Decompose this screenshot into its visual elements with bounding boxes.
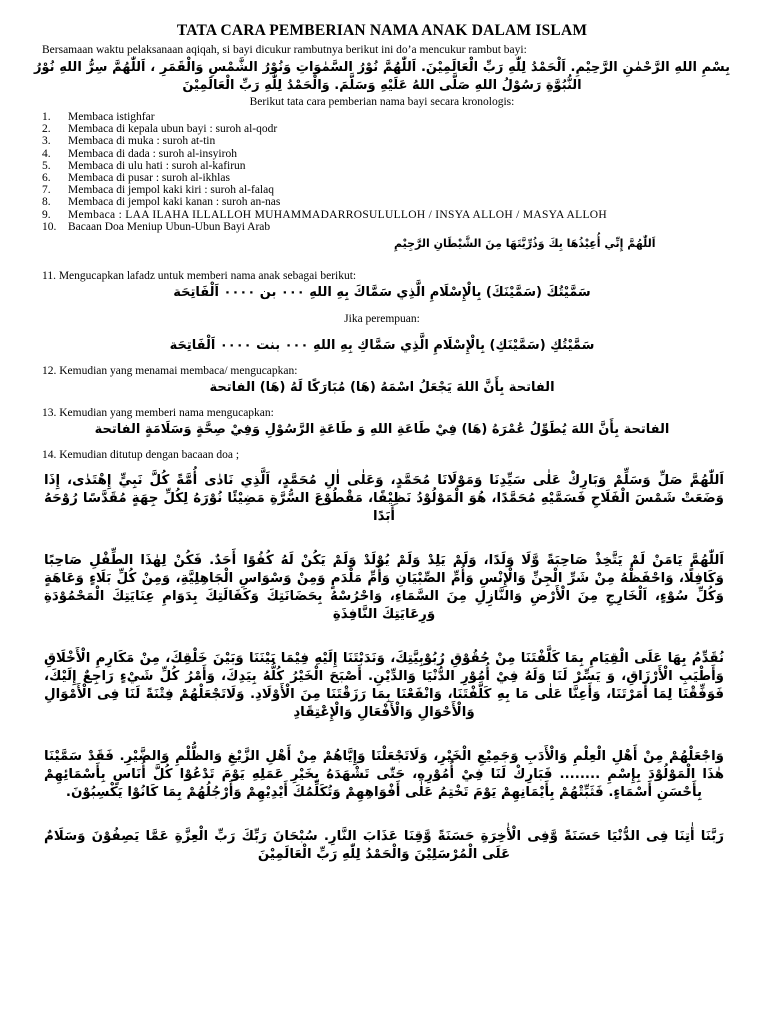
- step-number: 5.: [42, 159, 51, 172]
- shaving-prayer-arabic: بِسْمِ اللهِ الرَّحْمٰنِ الرَّحِيْمِ. اَلْحَمْدُ لِلّٰهِ رَبِّ الْعَالَمِيْنَ. اَللّٰهُمَّ نُوْرُ السَّمٰوَاتِ وَنُوْرُ الشَّمْسِ وَالْقَمَرِ ، اَللّٰهُمَّ سِرُّ اللهِ نُوْرُ النُّبُوَّةِ رَسُوْلُ اللهِ صَلَّى اللهُ عَلَيْهِ وَسَلَّمَ. وَالْحَمْدُ لِلّٰهِ رَبِّ الْعَالَمِيْنَ: [34, 60, 730, 93]
- step-number: 1.: [42, 111, 51, 123]
- doa-paragraph-2: اَللّٰهُمَّ يَامَنْ لَمْ يَتَّخِذْ صَاحِبَةً وَّلَا وَلَدًا، وَلَمْ يَلِدْ وَلَمْ يُوْلَدْ وَلَمْ يَكُنْ لَهُ كُفُوًا أَحَدٌ. فَكُنْ لِهٰذَا الطِّفْلِ صَاحِبًا وَكَافِلًا، وَاحْفَظْهُ مِنْ شَرِّ الْجِنِّ وَالْإِنْسِ وَأُمِّ الصِّبْيَانِ وَأُمِّ مَلْدَمٍ وَمِنْ وَسْوَاسِ الْجَاهِلِيَّةِ، وَمِنْ كُلِّ بَلَاءٍ وَعَاهَةٍ وَكُلِّ سُوْءٍ، اَلْخَارِجِ مِنَ الْأَرْضِ وَالنَّازِلِ مِنَ السَّمَاءِ، وَاحْرُسْهُ بِحَضَانَتِكَ وَكَفَالَتِكَ بِدَوَامِ عِنَايَتِكَ الْمَحْمُوْدَةِ وَرِعَايَتِكَ النَّافِذَةِ: [44, 553, 724, 623]
- step11-arabic: سَمَّيْتُكَ (سَمَّيْنَكَ) بِالْإِسْلَامِ الَّذِي سَمَّاكَ بِهِ اللهِ ٠٠٠ بن ٠٠٠٠ اَلْفَاتِحَة: [173, 285, 591, 301]
- step-text: Membaca di dada : suroh al-insyiroh: [68, 147, 237, 160]
- list-item: [34, 196, 730, 208]
- list-item: [34, 135, 730, 147]
- list-item: [34, 221, 730, 233]
- step-text: Membaca di kepala ubun bayi : suroh al-qodr: [68, 123, 278, 136]
- step-text: Membaca : LAA ILAHA ILLALLOH MUHAMMADARROSULULLOH / INSYA ALLOH / MASYA ALLOH: [68, 208, 607, 221]
- step11-label: 11. Mengucapkan lafadz untuk memberi nama anak sebagai berikut:: [42, 270, 357, 283]
- step12-arabic: الفاتحة بِأَنَّ اللهَ يَجْعَلُ اسْمَهُ (هَا) مُبَارَكًا لَهُ (هَا) الفاتحة: [209, 380, 555, 396]
- doa-paragraph-3: نُقَدِّمُ بِهَا عَلَى الْقِيَامِ بِمَا كَلَّفْتَنَا مِنْ حُقُوْقِ رُبُوْبِيَّتِكَ، وَنَدَبْتَنَا إِلَيْهِ فِيْمَا بَيْنَنَا وَبَيْنَ خَلْقِكَ، مِنْ مَكَارِمِ الْأَخْلَاقِ وَأَطْيَبِ الْأَرْزَاقِ، وَ يَسِّرْ لَنَا وَلَهُ فِيْ أُمُوْرِ الدُّنْيَا وَالدِّيْنِ. أَصْبَحَ الْخَيْرُ كُلُّهُ بِيَدِكَ، وَأَمْرُ كُلِّ شَيْءٍ رَاجِعٌ إِلَيْكَ، فَوَفِّقْنَا لِمَا أَمَرْتَنَا، وَأَعِنَّا عَلٰى مَا بِهِ كَلَّفْتَنَا، وَانْفَعْنَا بِمَا رَزَقْتَنَا مِنَ الْأَوْلَادِ. وَلَاتَجْعَلْهُمْ فِتْنَةً لَنَا فِى الْأَمْوَالِ وَالْأَحْوَالِ وَالْأَفْعَالِ وَالْإِعْتِقَادِ: [44, 651, 724, 721]
- list-item: [34, 160, 730, 172]
- doa-paragraph-4: وَاجْعَلْهُمْ مِنْ أَهْلِ الْعِلْمِ وَالْأَدَبِ وَجَمِيْعِ الْخَيْرِ، وَلَاتَجْعَلْنَا وَإِيَّاهُمْ مِنْ أَهْلِ الزَّيْغِ وَالظُّلْمِ وَالضَّيْرِ. فَقَدْ سَمَّيْنَا هٰذَا الْمَوْلُوْدَ بِإِسْمِ ........ فَبَارِكْ لَنَا فِيْ أُمُوْرِهِ، حَتّٰى تَشْهَدَهُ بِخَيْرِ عَمَلِهِ يَوْمَ تَدْعُوْا كُلَّ أُنَاسٍ بِأَسْمَائِهِمْ بِأَحْسَنِ أَسْمَاءٍ. فَثَبِّتْهُمْ بِأَيْمَانِهِمْ يَوْمَ تَخْتِمُ عَلٰى أَفْوَاهِهِمْ وَتُكَلِّمُكَ أَيْدِيْهِمْ وَأَرْجُلُهُمْ بِمَا كَانُوْا يَكْسِبُوْنَ.: [44, 749, 724, 801]
- list-item: [34, 172, 730, 184]
- step-number: 2.: [42, 123, 51, 136]
- step-text: Membaca di jempol kaki kiri : suroh al-falaq: [68, 184, 274, 197]
- step13-label: 13. Kemudian yang memberi nama mengucapkan:: [42, 407, 274, 420]
- list-item: [34, 184, 730, 196]
- step12-label: 12. Kemudian yang menamai membaca/ mengucapkan:: [42, 365, 298, 378]
- step-number: 6.: [42, 172, 51, 185]
- chrono-heading: Berikut tata cara pemberian nama bayi secara kronologis:: [249, 96, 515, 108]
- list-item: [34, 123, 730, 135]
- step-number: 3.: [42, 135, 51, 148]
- steps-list: [34, 111, 730, 233]
- doa-paragraph-5: رَبَّنَا أٰتِنَا فِى الدُّنْيَا حَسَنَةً وَّفِى الْأٰخِرَةِ حَسَنَةً وَّقِنَا عَذَابَ النَّارِ. سُبْحَانَ رَبِّكَ رَبِّ الْعِزَّةِ عَمَّا يَصِفُوْنَ وَسَلَامٌ عَلَى الْمُرْسَلِيْنَ وَالْحَمْدُ لِلّٰهِ رَبِّ الْعَالَمِيْنَ: [44, 829, 724, 863]
- list-item: [34, 111, 730, 123]
- female-arabic: سَمَّيْتُكِ (سَمَّيْنَكِ) بِالْإِسْلَامِ الَّذِي سَمَّاكِ بِهِ اللهِ ٠٠٠ بنت ٠٠٠٠ اَلْفَاتِحَة: [169, 338, 595, 354]
- list-item: [34, 209, 730, 221]
- step-text: Membaca di jempol kaki kanan : suroh an-nas: [68, 196, 281, 209]
- female-label: Jika perempuan:: [344, 313, 420, 326]
- step-number: 9.: [42, 208, 51, 221]
- step-number: 4.: [42, 147, 51, 160]
- step-number: 8.: [42, 196, 51, 209]
- doa-paragraph-1: اَللّٰهُمَّ صَلِّ وَسَلِّمْ وَبَارِكْ عَلٰى سَيِّدِنَا وَمَوْلَانَا مُحَمَّدٍ، وَعَلٰى اٰلِ مُحَمَّدٍ، اَلَّذِي نَادٰى أُمَّةً كُلَّ نَبِيٍّ إِهْتَدٰى، إِذَا وَضَعَتْ شَمْسَ الْفَلَاحِ فَسَمَّيْهِ مُحَمَّدًا، هُوَ الْمَوْلُوْدُ نَظِيْفًا، مَقْطُوْعَ السُّرَّةِ مَضِيْئًا نُوْرَهُ لِكُلِّ جِهَةٍ مُقَدَّسًا رُوْحَهُ أَبَدًا: [44, 473, 724, 525]
- step13-arabic: الفاتحة بِأَنَّ اللهَ يُطَوِّلُ عُمْرَهُ (هَا) فِيْ طَاعَةِ اللهِ وَ طَاعَةِ الرَّسُوْلِ وَفِيْ صِحَّةٍ وَسَلَامَةٍ الفاتحة: [94, 422, 670, 438]
- document-title: TATA CARA PEMBERIAN NAMA ANAK DALAM ISLAM: [176, 22, 588, 39]
- step-number: 10.: [42, 220, 57, 233]
- step-text: Bacaan Doa Meniup Ubun-Ubun Bayi Arab: [68, 220, 271, 233]
- list-item: [34, 148, 730, 160]
- step-number: 7.: [42, 184, 51, 197]
- intro-text: Bersamaan waktu pelaksanaan aqiqah, si bayi dicukur rambutnya berikut ini do’a mencukur rambut bayi:: [42, 44, 527, 56]
- step-text: Membaca istighfar: [68, 111, 155, 123]
- step-text: Membaca di pusar : suroh al-ikhlas: [68, 172, 230, 185]
- step10-arabic: اَللّٰهُمَّ إِنِّي أُعِيْذُهَا بِكَ وَذُرِّيَّتَهَا مِنَ الشَّيْطَانِ الرَّجِيْمِ: [394, 237, 656, 251]
- step-text: Membaca di muka : suroh at-tin: [68, 135, 216, 148]
- step14-label: 14. Kemudian ditutup dengan bacaan doa ;: [42, 449, 240, 462]
- step-text: Membaca di ulu hati : suroh al-kafirun: [68, 159, 246, 172]
